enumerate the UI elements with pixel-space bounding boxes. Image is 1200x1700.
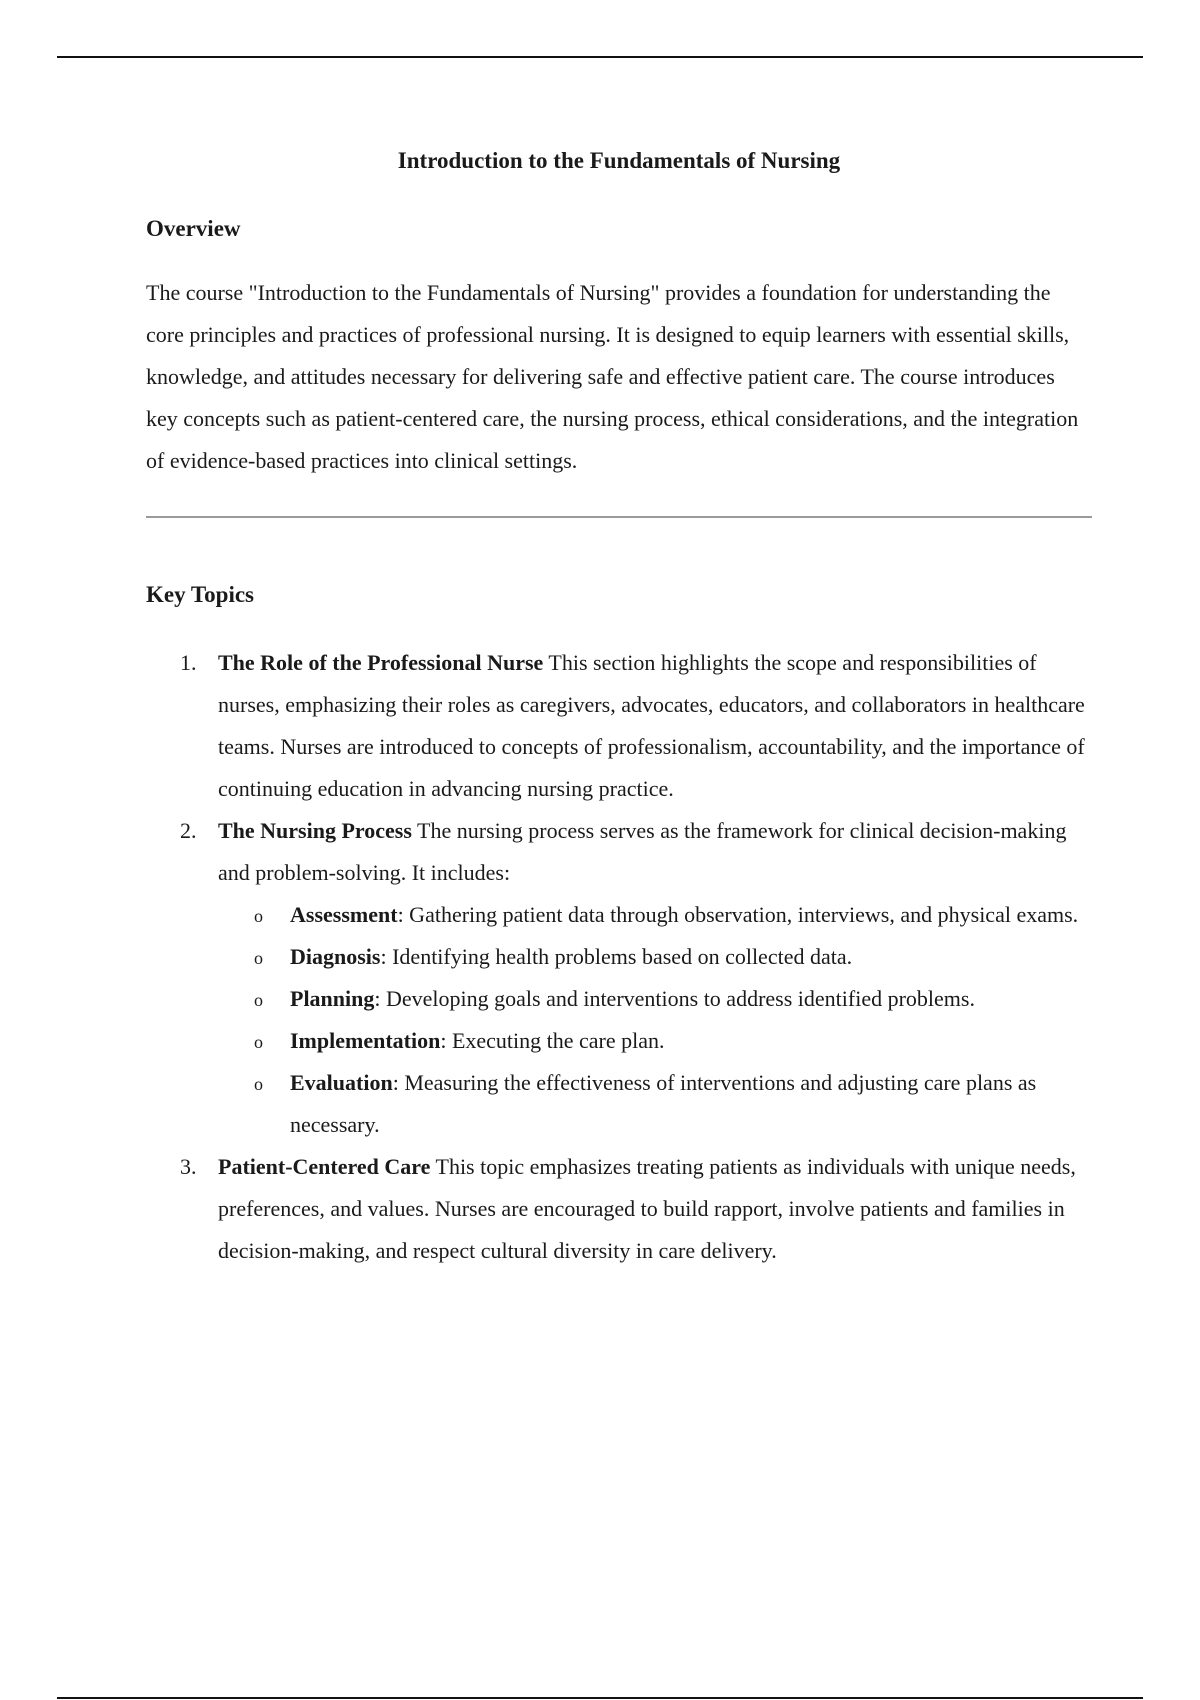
step-diagnosis [218, 936, 1092, 978]
topic-item-patient-centered-care [146, 1146, 1092, 1272]
key-topics-list [146, 642, 1092, 1272]
bullet-marker: o [254, 948, 263, 968]
step-term: Diagnosis [290, 944, 381, 969]
step-description: : Measuring the effectiveness of interventions and adjusting care plans as necessary. [290, 1070, 1037, 1137]
overview-paragraph: The course "Introduction to the Fundamentals of Nursing" provides a foundation for understanding the core principles and practices of professional nursing. It is designed to equip learners with essential skills, knowledge, and attitudes necessary for delivering safe and effective patient care. The course introduces key concepts such as patient-centered care, the nursing process, ethical considerations, and the integration of evidence-based practices into clinical settings. [146, 280, 1079, 473]
page-header-rule [57, 56, 1143, 58]
overview-heading: Overview [146, 216, 241, 241]
page-footer-rule [57, 1697, 1143, 1699]
section-divider [146, 516, 1092, 518]
step-description: : Executing the care plan. [440, 1028, 665, 1053]
step-evaluation [218, 1062, 1092, 1146]
nursing-process-steps [218, 894, 1092, 1146]
topic-number: 3. [180, 1154, 197, 1179]
topic-description: The nursing process serves as the framework for clinical decision-making and problem-solving. It includes: [218, 818, 1067, 885]
step-term: Assessment [290, 902, 398, 927]
key-topics-heading: Key Topics [146, 582, 255, 607]
step-planning [218, 978, 1092, 1020]
step-description: : Developing goals and interventions to address identified problems. [374, 986, 975, 1011]
topic-number: 2. [180, 818, 197, 843]
step-term: Implementation [290, 1028, 441, 1053]
bullet-marker: o [254, 906, 263, 926]
document-title: Introduction to the Fundamentals of Nursing [397, 148, 841, 173]
topic-item-role-of-nurse [146, 642, 1092, 810]
document-body [146, 140, 1092, 1272]
step-term: Planning [290, 986, 375, 1011]
step-description: : Gathering patient data through observation, interviews, and physical exams. [397, 902, 1079, 927]
topic-title: The Role of the Professional Nurse [218, 650, 544, 675]
topic-description: This section highlights the scope and responsibilities of nurses, emphasizing their roles as caregivers, advocates, educators, and collaborators in healthcare teams. Nurses are introduced to concepts of professionalism, accountability, and the importance of continuing education in advancing nursing practice. [218, 650, 1085, 801]
step-assessment [218, 894, 1092, 936]
step-implementation [218, 1020, 1092, 1062]
topic-title: The Nursing Process [218, 818, 412, 843]
topic-title: Patient-Centered Care [218, 1154, 431, 1179]
step-term: Evaluation [290, 1070, 393, 1095]
bullet-marker: o [254, 1032, 263, 1052]
topic-number: 1. [180, 650, 197, 675]
bullet-marker: o [254, 1074, 263, 1094]
topic-description: This topic emphasizes treating patients as individuals with unique needs, preferences, and values. Nurses are encouraged to build rapport, involve patients and families in decision-making, and respect cultural diversity in care delivery. [218, 1154, 1076, 1263]
topic-item-nursing-process [146, 810, 1092, 1146]
bullet-marker: o [254, 990, 263, 1010]
step-description: : Identifying health problems based on collected data. [380, 944, 853, 969]
